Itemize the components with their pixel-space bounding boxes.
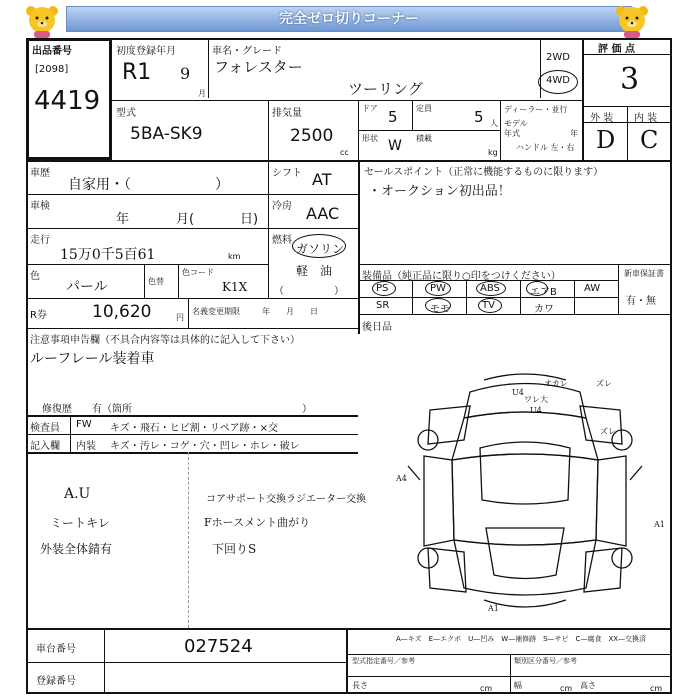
model-value: 5BA-SK9 bbox=[130, 124, 203, 144]
corner-banner: 完全ゼロ切りコーナー bbox=[66, 6, 632, 32]
rating-exterior-label: 外 装 bbox=[590, 113, 614, 124]
notes-repair: 修復歴 有（箇所 ） bbox=[42, 404, 312, 415]
equip-kawa: カワ bbox=[534, 304, 554, 315]
lot-label: 出品番号 bbox=[32, 46, 72, 57]
equipment-label: 装備品（純正品に限り○印をつけください） bbox=[362, 271, 561, 282]
shape-label: 形状 bbox=[362, 134, 378, 143]
capacity-value: 5 bbox=[474, 108, 484, 126]
displacement-value: 2500 bbox=[290, 126, 334, 146]
rear-seat-label: 後日品 bbox=[362, 322, 392, 333]
model-label: 型式 bbox=[116, 108, 136, 119]
aircon-label: 冷房 bbox=[272, 201, 292, 212]
length-label: 長さ bbox=[352, 681, 368, 690]
shape-value: W bbox=[388, 138, 402, 154]
price-label: R券 bbox=[30, 310, 47, 321]
fuel-gasoline-circle bbox=[292, 234, 346, 258]
first-reg-label: 初度登録年月 bbox=[116, 46, 176, 57]
inspection-label: 車検 bbox=[30, 201, 50, 212]
fuel-diesel: 軽 油 bbox=[296, 264, 333, 278]
equip-sr: SR bbox=[376, 300, 390, 311]
fuel-gasoline: ガソリン bbox=[296, 242, 345, 256]
car-grade: ツーリング bbox=[348, 80, 423, 98]
capacity-unit: 人 bbox=[490, 119, 498, 128]
diag-mark-9: A1 bbox=[488, 604, 499, 613]
drive-2wd: 2WD bbox=[546, 52, 570, 63]
inspect-row2-in: 内装 bbox=[76, 441, 96, 452]
dealer-label: ディーラー・並行 bbox=[504, 105, 568, 114]
width-label: 幅 bbox=[514, 681, 522, 690]
car-name-label: 車名・グレード bbox=[212, 46, 282, 57]
price-unit: 円 bbox=[176, 313, 184, 322]
lot-sub: [2098] bbox=[35, 64, 69, 75]
hand-note-left-3: 外装全体錆有 bbox=[40, 542, 113, 556]
width-cm: cm bbox=[560, 684, 573, 693]
equip-pw: PW bbox=[430, 283, 446, 294]
law-value: 有・無 bbox=[626, 296, 656, 307]
registration-label: 登録番号 bbox=[36, 676, 76, 687]
equip-ps: PS bbox=[376, 283, 389, 294]
hand-note-right-1: コアサポート交換ラジエーター交換 bbox=[206, 494, 366, 505]
diag-mark-6: ズレ bbox=[600, 427, 616, 436]
inspect-row1-fw: FW bbox=[76, 419, 92, 430]
length-cm: cm bbox=[480, 684, 493, 693]
equip-abs: ABS bbox=[480, 283, 500, 294]
equip-airbag: エアB bbox=[530, 287, 557, 298]
inspect-row2-items: キズ・汚レ・コゲ・穴・凹レ・ホレ・破レ bbox=[110, 441, 300, 452]
height-label: 高さ bbox=[580, 681, 596, 690]
chassis-value: 027524 bbox=[184, 636, 253, 657]
drive-4wd: 4WD bbox=[546, 75, 570, 86]
rating-exterior: D bbox=[596, 126, 616, 154]
hand-note-right-2: Fホースメント曲がり bbox=[204, 516, 311, 529]
doors-label: ドア bbox=[362, 104, 378, 113]
shift-value: AT bbox=[312, 170, 332, 189]
load-label: 積載 bbox=[416, 134, 432, 143]
equip-ps-circle bbox=[372, 281, 396, 296]
equip-momo-circle bbox=[425, 298, 451, 313]
capacity-label: 定員 bbox=[416, 104, 432, 113]
equip-tv: TV bbox=[482, 300, 495, 311]
first-reg-month: 9 bbox=[180, 64, 191, 83]
color-value: パール bbox=[66, 279, 108, 295]
sales-text: ・オークション初出品！ bbox=[368, 184, 511, 199]
mileage-value: 15万0千5百61 bbox=[60, 247, 156, 263]
hand-note-right-3: 下回りS bbox=[212, 542, 257, 556]
sales-label: セールスポイント（正常に機能するものに限ります） bbox=[364, 167, 604, 178]
displacement-unit: cc bbox=[340, 148, 349, 157]
fuel-paren: （ ） bbox=[274, 286, 344, 297]
diag-mark-2: ズレ bbox=[596, 379, 612, 388]
inspection-year: 年 bbox=[116, 212, 130, 227]
law-label: 新車保証書 bbox=[624, 269, 664, 278]
aircon-value: AAC bbox=[306, 204, 340, 223]
equip-tv-circle bbox=[478, 298, 502, 313]
displacement-label: 排気量 bbox=[272, 108, 302, 119]
hand-note-left-2: ミートキレ bbox=[50, 516, 110, 530]
first-reg-era: R1 bbox=[122, 60, 152, 85]
mileage-unit: km bbox=[228, 252, 241, 261]
ref2-label: 類別区分番号／参考 bbox=[514, 657, 577, 665]
inspect-row2-label: 記入欄 bbox=[30, 441, 60, 452]
diag-mark-8: A1 bbox=[654, 520, 665, 529]
inspection-day: 日) bbox=[240, 212, 259, 227]
inspection-month: 月( bbox=[176, 212, 195, 227]
lot-number: 4419 bbox=[34, 86, 101, 116]
dealer-year-unit: 年 bbox=[570, 129, 578, 138]
legend: A—キズ E—エクボ U—凹み W—補修跡 S—サビ C—腐食 XX—交換済 bbox=[396, 635, 647, 643]
bear-mascot-icon-right bbox=[612, 3, 652, 39]
equip-momo: モモ bbox=[430, 304, 450, 315]
bear-mascot-icon-left bbox=[22, 3, 62, 39]
ref1-label: 型式指定番号／参考 bbox=[352, 657, 415, 665]
dealer-model-label: モデル bbox=[504, 119, 528, 128]
dealer-year-label: 年式 bbox=[504, 129, 520, 138]
mileage-label: 走行 bbox=[30, 235, 50, 246]
rating-score: 3 bbox=[620, 62, 640, 97]
inspect-row1-label: 検査員 bbox=[30, 423, 60, 434]
diag-mark-7: A4 bbox=[396, 474, 407, 483]
first-reg-month-unit: 月 bbox=[198, 89, 206, 98]
equip-airbag-circle bbox=[526, 281, 548, 296]
notes-label: 注意事項申告欄（不具合内容等は具体的に記入して下さい） bbox=[30, 335, 300, 346]
height-cm: cm bbox=[650, 684, 663, 693]
inspect-row1-items: キズ・飛石・ヒビ割・リペア跡・×交 bbox=[110, 423, 278, 434]
car-name: フォレスター bbox=[214, 58, 303, 76]
rating-label: 評 価 点 bbox=[598, 44, 635, 55]
hand-note-left-1: A.U bbox=[64, 486, 91, 502]
history-label: 車歴 bbox=[30, 168, 50, 179]
equip-pw-circle bbox=[425, 281, 451, 296]
diag-mark-1: オカレ bbox=[544, 379, 568, 388]
color-label: 色 bbox=[30, 271, 40, 282]
rating-interior: C bbox=[640, 126, 659, 154]
color-code: K1X bbox=[222, 280, 248, 294]
shift-label: シフト bbox=[272, 168, 302, 179]
notes-text: ルーフレール装着車 bbox=[30, 351, 155, 367]
chassis-label: 車台番号 bbox=[36, 644, 76, 655]
color-change-label: 色替 bbox=[148, 277, 164, 286]
equip-aw: AW bbox=[584, 283, 601, 294]
tax-label: 名義変更期限 bbox=[192, 307, 240, 316]
doors-value: 5 bbox=[388, 108, 398, 126]
price-value: 10,620 bbox=[92, 302, 152, 322]
tax-value: 年 月 日 bbox=[262, 307, 318, 316]
car-damage-diagram bbox=[400, 370, 650, 620]
equip-abs-circle bbox=[476, 281, 506, 296]
dealer-handle-label: ハンドル 左・右 bbox=[516, 143, 575, 152]
diag-mark-4: ワレ大 bbox=[524, 395, 548, 404]
load-unit: kg bbox=[488, 148, 498, 157]
diag-mark-5: U4 bbox=[530, 406, 542, 415]
history-value: 自家用・（ ） bbox=[68, 177, 229, 193]
color-code-label: 色コード bbox=[182, 268, 214, 277]
diag-mark-3: U4 bbox=[512, 388, 524, 397]
rating-interior-label: 内 装 bbox=[634, 113, 658, 124]
fuel-label: 燃料 bbox=[272, 235, 292, 246]
